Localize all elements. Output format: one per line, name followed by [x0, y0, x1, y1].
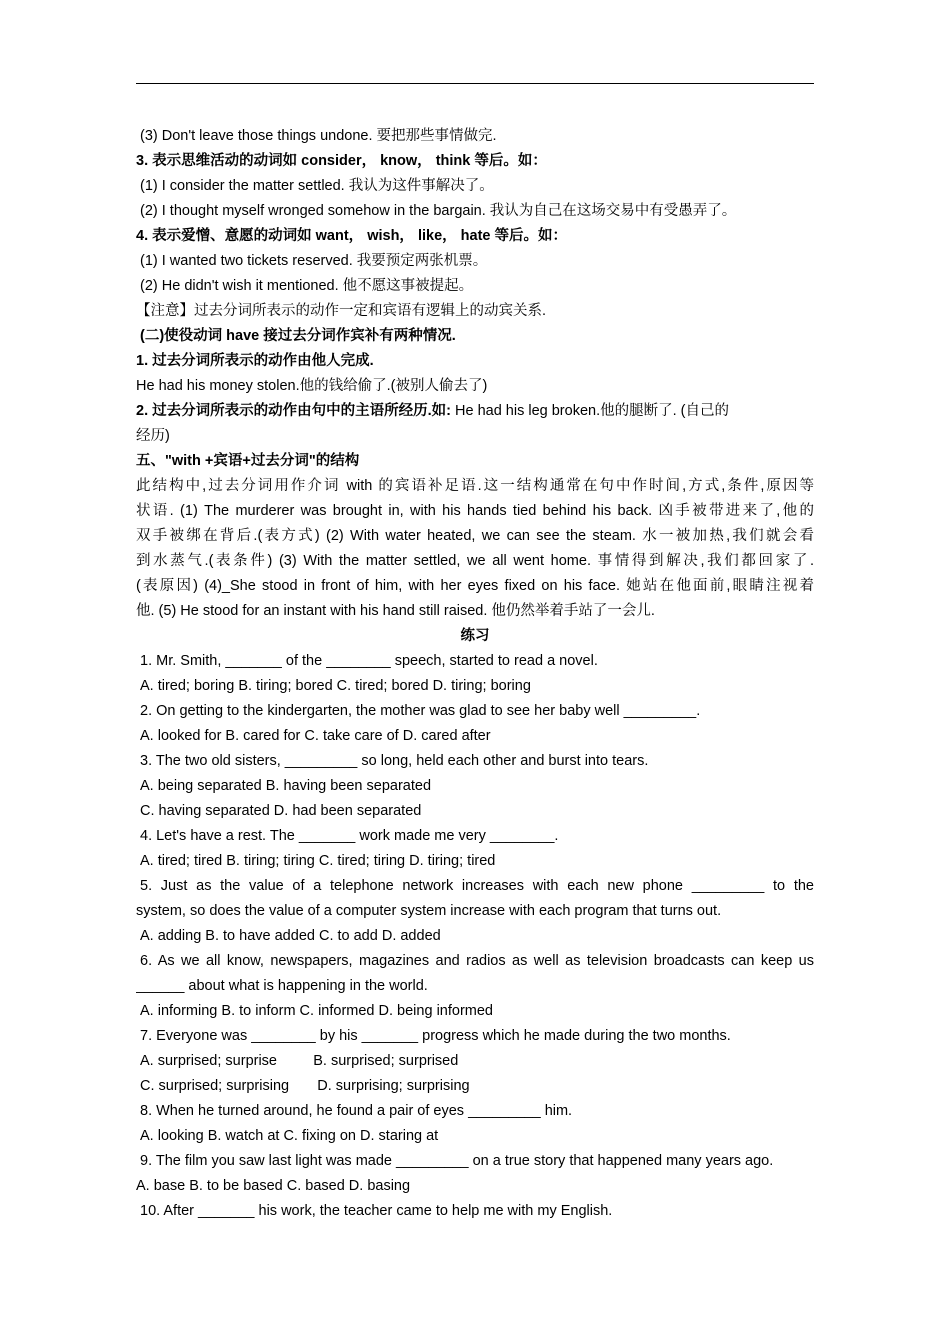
- text-line: (2) He didn't wish it mentioned. 他不愿这事被提起。: [140, 278, 474, 294]
- paragraph-line: (表原因) (4)_She stood in front of him, with her eyes fixed on his face. 她站在他面前,眼睛注视着: [136, 578, 814, 594]
- question-cont: system, so does the value of a computer system increase with each program that turns out.: [136, 903, 722, 919]
- text-line: (1) I wanted two tickets reserved. 我要预定两张机票。: [140, 253, 488, 269]
- question: 4. Let's have a rest. The _______ work made me very ________.: [140, 828, 559, 844]
- bold-lead: 2. 过去分词所表示的动作由句中的主语所经历.如:: [136, 403, 451, 419]
- options: A. surprised; surprise B. surprised; surprised: [140, 1053, 459, 1069]
- section-heading: 1. 过去分词所表示的动作由他人完成.: [136, 353, 374, 369]
- paragraph-line: 他. (5) He stood for an instant with his hand still raised. 他仍然举着手站了一会儿.: [136, 603, 655, 619]
- question: 2. On getting to the kindergarten, the mother was glad to see her baby well _________.: [140, 703, 701, 719]
- options: A. tired; tired B. tiring; tiring C. tired; tiring D. tiring; tired: [140, 853, 496, 869]
- text-line: He had his money stolen.他的钱给偷了.(被别人偷去了): [136, 378, 488, 394]
- question: 6. As we all know, newspapers, magazines and radios as well as television broadcasts can keep us: [140, 953, 814, 969]
- options: A. base B. to be based C. based D. basing: [136, 1178, 411, 1194]
- question: 1. Mr. Smith, _______ of the ________ speech, started to read a novel.: [140, 653, 598, 669]
- paragraph-line: 双手被绑在背后.(表方式) (2) With water heated, we can see the steam. 水一被加热,我们就会看: [136, 528, 814, 544]
- question: 8. When he turned around, he found a pair of eyes _________ him.: [140, 1103, 573, 1119]
- document-body: [136, 124, 814, 1224]
- note-line: 【注意】过去分词所表示的动作一定和宾语有逻辑上的动宾关系.: [136, 303, 547, 319]
- text-line: 经历): [136, 428, 170, 444]
- question: 7. Everyone was ________ by his _______ progress which he made during the two months.: [140, 1028, 731, 1044]
- options: C. having separated D. had been separated: [140, 803, 422, 819]
- text-line: (1) I consider the matter settled. 我认为这件事解决了。: [140, 178, 494, 194]
- text-line-mixed: [136, 399, 814, 424]
- paragraph-line: 到水蒸气.(表条件) (3) With the matter settled, we all went home. 事情得到解决,我们都回家了.: [136, 553, 814, 569]
- paragraph-line: 此结构中,过去分词用作介词 with 的宾语补足语.这一结构通常在句中作时间,方式,条件,原因等: [136, 478, 814, 494]
- options: A. adding B. to have added C. to add D. added: [140, 928, 441, 944]
- section-heading: 3. 表示思维活动的动词如 consider， know， think 等后。如：: [136, 153, 547, 169]
- options: A. being separated B. having been separated: [140, 778, 432, 794]
- options: A. informing B. to inform C. informed D. being informed: [140, 1003, 493, 1019]
- section-heading: 4. 表示爱憎、意愿的动词如 want， wish， like， hate 等后。如：: [136, 228, 568, 244]
- text-line: (2) I thought myself wronged somehow in the bargain. 我认为自己在这场交易中有受愚弄了。: [140, 203, 737, 219]
- text-line: (3) Don't leave those things undone. 要把那些事情做完.: [140, 128, 497, 144]
- paragraph-line: 状语. (1) The murderer was brought in, with his hands tied behind his back. 凶手被带进来了,他的: [136, 503, 814, 519]
- question: 9. The film you saw last light was made _________ on a true story that happened many years ago.: [140, 1153, 774, 1169]
- section-heading: 五、"with +宾语+过去分词"的结构: [136, 453, 360, 469]
- options: A. looking B. watch at C. fixing on D. staring at: [140, 1128, 439, 1144]
- section-heading: (二)使役动词 have 接过去分词作宾补有两种情况.: [140, 328, 456, 344]
- exercise-title: 练习: [460, 628, 490, 644]
- text-tail: He had his leg broken.他的腿断了. (自己的: [450, 403, 729, 419]
- options: A. looked for B. cared for C. take care of D. cared after: [140, 728, 491, 744]
- question-cont: ______ about what is happening in the world.: [136, 978, 428, 994]
- question: 10. After _______ his work, the teacher came to help me with my English.: [140, 1203, 613, 1219]
- question: 5. Just as the value of a telephone network increases with each new phone _________ to the: [140, 878, 814, 894]
- header-rule: [136, 83, 814, 84]
- options: C. surprised; surprising D. surprising; surprising: [140, 1078, 470, 1094]
- options: A. tired; boring B. tiring; bored C. tired; bored D. tiring; boring: [140, 678, 531, 694]
- question: 3. The two old sisters, _________ so long, held each other and burst into tears.: [140, 753, 649, 769]
